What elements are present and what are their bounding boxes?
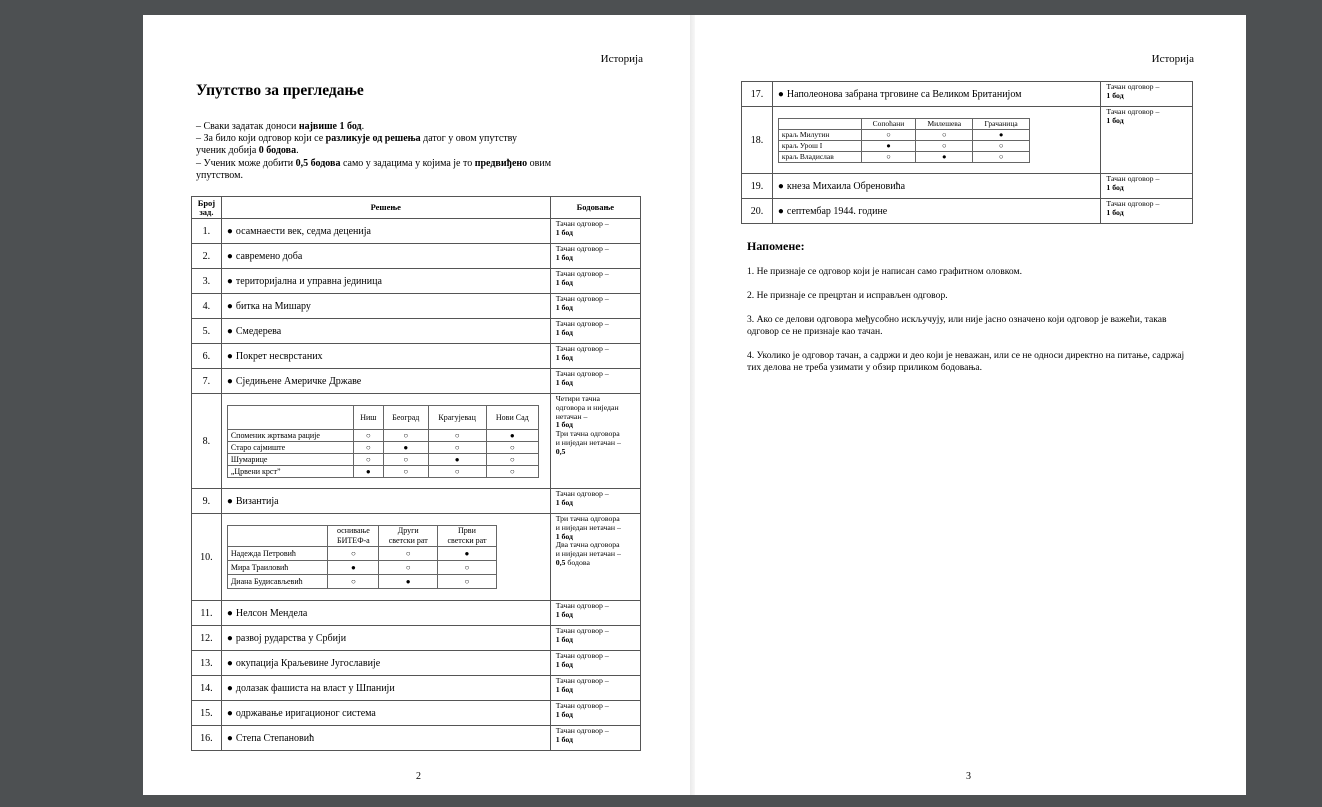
task-number: 15.	[192, 701, 222, 726]
points-cell	[550, 601, 640, 626]
points-text: Тачан одговор –	[1106, 199, 1160, 208]
points-value: 1 бод	[555, 377, 573, 387]
note-item: 1. Не признаје се одговор који је написан само графитном оловком.	[747, 266, 1023, 277]
bullet-icon: ●	[226, 495, 233, 507]
bullet-icon: ●	[226, 350, 233, 362]
answer-cell	[221, 369, 550, 394]
answer-text: Нелсон Мендела	[235, 607, 308, 619]
grid-row	[227, 429, 538, 441]
points-cell	[550, 676, 640, 701]
bullet-icon: ●	[777, 88, 784, 100]
instruction-text: – Ученик може добити	[196, 157, 296, 169]
points-text: Тачан одговор –	[555, 269, 609, 278]
answer-key-table-continued	[741, 81, 1193, 224]
grid-row-label: „Црвени крст”	[227, 465, 353, 477]
answer-cell	[772, 174, 1101, 199]
answer-text: кнеза Михаила Обреновића	[786, 180, 906, 192]
points-text: Три тачна одговора	[555, 429, 620, 439]
points-value: 1 бод	[1106, 182, 1124, 192]
bullet-icon: ●	[226, 325, 233, 337]
page-header: Историја	[1151, 53, 1194, 65]
grid-row	[778, 151, 1029, 162]
table-row	[192, 244, 641, 269]
grid-column-header: Сопоћани	[861, 118, 915, 129]
points-value: 0,5	[555, 446, 566, 456]
grid-mark: ○	[384, 453, 429, 465]
task-number: 17.	[742, 82, 773, 107]
grid-corner	[227, 405, 353, 429]
grid-row-label: Мира Траиловић	[227, 561, 328, 575]
instruction-line	[196, 121, 576, 133]
bullet-icon: ●	[226, 607, 233, 619]
instruction-line	[196, 145, 576, 157]
grid-mark: ○	[328, 547, 379, 561]
points-value: 1 бод	[555, 277, 573, 287]
answer-key-table	[191, 196, 641, 751]
note-item: 4. Уколико је одговор тачан, а садржи и део који је неважан, или се не односи директно на питање, садржај тих делова не треба узимати у обзир приликом бодовања.	[747, 350, 1185, 373]
answer-text: осамнаести век, седма деценија	[235, 225, 371, 237]
bullet-icon: ●	[226, 632, 233, 644]
grid-row	[778, 140, 1029, 151]
grid-row	[227, 575, 496, 589]
grid-row	[227, 453, 538, 465]
answer-cell	[221, 626, 550, 651]
table-row	[192, 651, 641, 676]
grid-mark: ○	[861, 129, 915, 140]
grid-column-header: Грачаница	[973, 118, 1030, 129]
table-row	[192, 369, 641, 394]
points-text: Тачан одговор –	[555, 651, 609, 660]
points-cell	[550, 489, 640, 514]
notes-section	[747, 240, 1187, 386]
header-task-number	[192, 197, 222, 219]
points-cell	[1101, 107, 1193, 174]
answer-text: савремено доба	[235, 250, 303, 262]
points-value: 0,5	[555, 557, 566, 567]
table-row	[192, 726, 641, 751]
grid-mark: ●	[328, 561, 379, 575]
grid-row	[227, 441, 538, 453]
header-solution: Решење	[221, 197, 550, 219]
grid-column-header-text: Први	[458, 526, 476, 535]
points-value: 1 бод	[555, 734, 573, 744]
grid-mark: ●	[379, 575, 438, 589]
table-row	[192, 294, 641, 319]
grid-row-label: краљ Владислав	[778, 151, 861, 162]
task-number: 13.	[192, 651, 222, 676]
grid-mark: ●	[916, 151, 973, 162]
page-2	[143, 15, 693, 795]
points-text: бодова	[565, 557, 590, 567]
points-cell	[1101, 82, 1193, 107]
instruction-text: овим	[527, 157, 552, 169]
grid-mark: ○	[973, 140, 1030, 151]
points-cell	[1101, 199, 1193, 224]
grid-mark: ○	[379, 561, 438, 575]
notes-title: Напомене:	[747, 239, 805, 253]
grid-mark: ○	[353, 453, 383, 465]
points-text: Тачан одговор –	[555, 369, 609, 378]
note-item: 2. Не признаје се прецртан и исправљен одговор.	[747, 290, 948, 301]
answer-text: развој рударства у Србији	[235, 632, 347, 644]
points-value: 1 бод	[555, 709, 573, 719]
points-text: и ниједан нетачан –	[555, 437, 621, 447]
match-grid-task-8	[227, 405, 539, 478]
grid-header-row	[227, 526, 496, 547]
points-value: 1 бод	[555, 227, 573, 237]
points-text: Тачан одговор –	[1106, 107, 1160, 116]
grid-mark: ○	[916, 140, 973, 151]
grid-header-row	[778, 118, 1029, 129]
points-text: Тачан одговор –	[555, 676, 609, 685]
grid-mark: ●	[438, 547, 497, 561]
points-text: и ниједан нетачан –	[555, 549, 621, 559]
points-text: Четири тачна	[555, 394, 601, 403]
grid-row	[227, 465, 538, 477]
answer-text: одржавање иригационог система	[235, 707, 376, 719]
answer-cell	[772, 82, 1101, 107]
table-row	[192, 219, 641, 244]
points-value: 1 бод	[555, 634, 573, 644]
answer-cell	[221, 701, 550, 726]
points-value: 1 бод	[1106, 115, 1124, 125]
points-cell	[550, 319, 640, 344]
match-grid-task-10	[227, 525, 497, 589]
task-number: 18.	[742, 107, 773, 174]
bullet-icon: ●	[226, 732, 233, 744]
instruction-emphasis: предвиђено	[474, 157, 528, 169]
answer-text: окупација Краљевине Југославије	[235, 657, 381, 669]
points-text: Тачан одговор –	[555, 701, 609, 710]
table-row	[742, 107, 1193, 174]
answer-text: територијална и управна јединица	[235, 275, 382, 287]
instruction-text: – Сваки задатак доноси	[196, 121, 299, 132]
task-number: 20.	[742, 199, 773, 224]
grid-column-header	[438, 526, 497, 547]
instruction-text: .	[361, 121, 365, 132]
bullet-icon: ●	[226, 375, 233, 387]
points-cell	[1101, 174, 1193, 199]
points-value: 1 бод	[555, 302, 573, 312]
points-cell	[550, 244, 640, 269]
task-number: 14.	[192, 676, 222, 701]
grid-mark: ○	[861, 151, 915, 162]
bullet-icon: ●	[226, 300, 233, 312]
points-text: Два тачна одговора	[555, 540, 620, 550]
answer-text: Степа Степановић	[235, 732, 315, 744]
instruction-emphasis: разликује од решења	[325, 133, 421, 145]
header-text: зад.	[199, 206, 214, 217]
points-text: и ниједан нетачан –	[555, 522, 621, 532]
grid-row-label: Шумарице	[227, 453, 353, 465]
points-cell	[550, 626, 640, 651]
points-value: 1 бод	[1106, 90, 1124, 100]
table-header-row	[192, 197, 641, 219]
grid-column-header-text: светски рат	[447, 536, 487, 545]
table-row	[742, 82, 1193, 107]
answer-cell	[221, 489, 550, 514]
points-cell	[550, 651, 640, 676]
grid-row-label: Старо сајмиште	[227, 441, 353, 453]
points-value: 1 бод	[1106, 207, 1124, 217]
answer-text: Смедерева	[235, 325, 282, 337]
solution-cell	[221, 394, 550, 489]
header-points: Бодовање	[550, 197, 640, 219]
table-row	[192, 601, 641, 626]
grid-row-label: краљ Милутин	[778, 129, 861, 140]
grid-mark: ●	[486, 429, 538, 441]
task-number: 11.	[192, 601, 222, 626]
page-title: Упутство за прегледање	[196, 82, 364, 99]
grid-mark: ●	[353, 465, 383, 477]
bullet-icon: ●	[226, 657, 233, 669]
answer-cell	[221, 601, 550, 626]
grid-mark: ●	[973, 129, 1030, 140]
points-text: Тачан одговор –	[555, 601, 609, 610]
points-text: Три тачна одговора	[555, 514, 620, 523]
points-value: 1 бод	[555, 609, 573, 619]
instruction-text: .	[296, 145, 299, 157]
answer-cell	[221, 219, 550, 244]
answer-cell	[221, 244, 550, 269]
bullet-icon: ●	[226, 275, 233, 287]
answer-text: Византија	[235, 495, 279, 507]
grid-mark: ○	[328, 575, 379, 589]
points-cell	[550, 369, 640, 394]
task-number: 16.	[192, 726, 222, 751]
page-header: Историја	[600, 53, 643, 65]
points-value: 1 бод	[555, 684, 573, 694]
grid-corner	[778, 118, 861, 129]
points-cell	[550, 219, 640, 244]
grid-mark: ○	[428, 465, 486, 477]
points-text: Тачан одговор –	[555, 294, 609, 303]
page-number: 3	[966, 771, 971, 782]
header-text: Број	[197, 197, 216, 208]
points-value: 1 бод	[555, 659, 573, 669]
bullet-icon: ●	[777, 180, 784, 192]
bullet-icon: ●	[226, 250, 233, 262]
answer-cell	[221, 676, 550, 701]
instruction-line	[196, 158, 576, 170]
grid-column-header: Крагујевац	[428, 405, 486, 429]
grid-mark: ○	[353, 441, 383, 453]
grid-column-header: Ниш	[353, 405, 383, 429]
grid-row-label: Надежда Петровић	[227, 547, 328, 561]
instruction-line: упутством.	[196, 169, 243, 181]
task-number: 12.	[192, 626, 222, 651]
points-cell	[550, 394, 640, 489]
task-number: 7.	[192, 369, 222, 394]
points-text: Тачан одговор –	[555, 344, 609, 353]
table-row	[192, 514, 641, 601]
grid-mark: ○	[486, 465, 538, 477]
note-item: 3. Ако се делови одговора међусобно искључују, или није јасно означено који одговор је важећи, такав одговор се не признаје као тачан.	[747, 314, 1167, 337]
answer-text: септембар 1944. године	[786, 205, 888, 217]
grid-column-header-text: оснивање	[336, 526, 370, 535]
table-row	[192, 626, 641, 651]
table-row	[742, 199, 1193, 224]
grid-column-header: Београд	[384, 405, 429, 429]
grid-column-header-text: БИТЕФ-а	[337, 536, 370, 545]
grid-mark: ○	[384, 465, 429, 477]
points-value: 1 бод	[555, 252, 573, 262]
grid-mark: ○	[428, 429, 486, 441]
grid-column-header-text: светски рат	[388, 536, 428, 545]
answer-cell	[221, 344, 550, 369]
answer-cell	[772, 199, 1101, 224]
points-cell	[550, 344, 640, 369]
grid-mark: ●	[384, 441, 429, 453]
points-value: 1 бод	[555, 531, 573, 541]
table-row	[192, 319, 641, 344]
grid-mark: ○	[353, 429, 383, 441]
instruction-text: ученик добија	[196, 145, 259, 157]
grid-mark: ○	[486, 441, 538, 453]
grid-row-label: Споменик жртвама рације	[227, 429, 353, 441]
answer-cell	[221, 726, 550, 751]
grid-column-header-text: Други	[397, 526, 419, 535]
table-row	[192, 676, 641, 701]
grid-mark: ○	[379, 547, 438, 561]
points-text: Тачан одговор –	[555, 219, 609, 228]
grid-column-header: Нови Сад	[486, 405, 538, 429]
answer-cell	[221, 651, 550, 676]
grid-row	[227, 561, 496, 575]
task-number: 4.	[192, 294, 222, 319]
points-text: Тачан одговор –	[1106, 82, 1160, 91]
points-cell	[550, 294, 640, 319]
answer-cell	[221, 269, 550, 294]
answer-cell	[221, 294, 550, 319]
points-value: 1 бод	[555, 352, 573, 362]
points-cell	[550, 269, 640, 294]
answer-text: Наполеонова забрана трговине са Великом Британијом	[786, 88, 1022, 100]
answer-text: Покрет несврстаних	[235, 350, 323, 362]
grid-mark: ○	[438, 561, 497, 575]
table-row	[742, 174, 1193, 199]
bullet-icon: ●	[226, 682, 233, 694]
instruction-text: датог у овом упутству	[420, 133, 518, 145]
table-row	[192, 489, 641, 514]
instruction-emphasis: највише 1 бод	[298, 121, 362, 132]
grid-mark: ○	[973, 151, 1030, 162]
table-row	[192, 344, 641, 369]
bullet-icon: ●	[226, 707, 233, 719]
grid-row-label: Диана Будисављевић	[227, 575, 328, 589]
points-text: Тачан одговор –	[555, 319, 609, 328]
instruction-text: само у задацима у којима је то	[340, 157, 475, 169]
points-text: Тачан одговор –	[555, 244, 609, 253]
grid-column-header	[328, 526, 379, 547]
task-number: 2.	[192, 244, 222, 269]
answer-text: долазак фашиста на власт у Шпанији	[235, 682, 395, 694]
grid-corner	[227, 526, 328, 547]
instruction-emphasis: 0,5 бодова	[295, 157, 341, 169]
grid-column-header	[379, 526, 438, 547]
points-value: 1 бод	[555, 420, 573, 430]
page-number: 2	[416, 771, 421, 782]
grid-row-label: краљ Урош I	[778, 140, 861, 151]
task-number: 19.	[742, 174, 773, 199]
table-row	[192, 269, 641, 294]
answer-text: битка на Мишару	[235, 300, 311, 312]
grid-mark: ○	[384, 429, 429, 441]
points-text: нетачан –	[555, 411, 588, 421]
table-row	[192, 394, 641, 489]
instruction-line	[196, 133, 576, 145]
task-number: 3.	[192, 269, 222, 294]
table-row	[192, 701, 641, 726]
task-number: 1.	[192, 219, 222, 244]
match-grid-task-18	[778, 118, 1030, 163]
points-text: Тачан одговор –	[555, 626, 609, 635]
answer-text: Сједињене Америчке Државе	[235, 375, 362, 387]
grid-header-row	[227, 405, 538, 429]
points-text: Тачан одговор –	[555, 726, 609, 735]
grading-instructions	[196, 121, 576, 182]
grid-mark: ○	[486, 453, 538, 465]
answer-cell	[221, 319, 550, 344]
task-number: 10.	[192, 514, 222, 601]
points-cell	[550, 701, 640, 726]
grid-mark: ○	[916, 129, 973, 140]
points-text: Тачан одговор –	[1106, 174, 1160, 183]
solution-cell	[772, 107, 1101, 174]
points-text: одговора и ниједан	[555, 402, 619, 412]
points-value: 1 бод	[555, 497, 573, 507]
bullet-icon: ●	[777, 205, 784, 217]
instruction-emphasis: 0 бодова	[258, 145, 297, 157]
grid-mark: ○	[438, 575, 497, 589]
grid-column-header: Милешева	[916, 118, 973, 129]
bullet-icon: ●	[226, 225, 233, 237]
points-cell	[550, 726, 640, 751]
task-number: 8.	[192, 394, 222, 489]
points-cell	[550, 514, 640, 601]
instruction-text: – За било који одговор који се	[196, 133, 326, 145]
grid-mark: ○	[428, 441, 486, 453]
grid-mark: ●	[861, 140, 915, 151]
grid-mark: ●	[428, 453, 486, 465]
grid-row	[227, 547, 496, 561]
task-number: 6.	[192, 344, 222, 369]
points-value: 1 бод	[555, 327, 573, 337]
solution-cell	[221, 514, 550, 601]
grid-row	[778, 129, 1029, 140]
points-text: Тачан одговор –	[555, 489, 609, 498]
page-3	[695, 15, 1246, 795]
task-number: 9.	[192, 489, 222, 514]
task-number: 5.	[192, 319, 222, 344]
